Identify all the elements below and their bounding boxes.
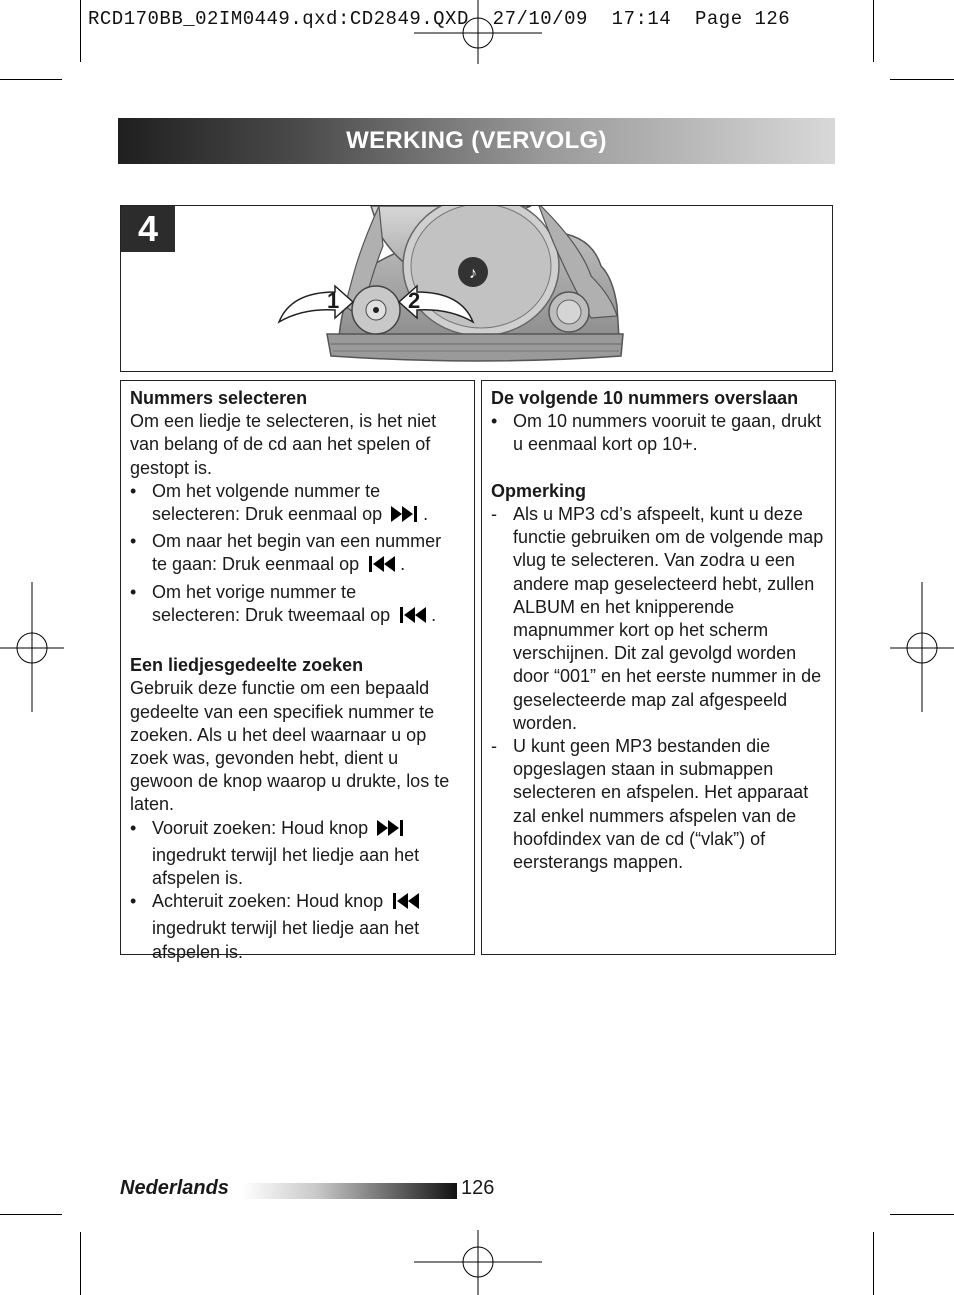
- note-item: [491, 503, 827, 735]
- bullet-mark: •: [130, 581, 137, 602]
- list-text: .: [431, 604, 437, 625]
- note-text: U kunt geen MP3 bestanden die opgeslagen staan in submappen selecteren en afspelen. Het apparaat zal enkel nummers afspelen van de hoofdindex van de cd (“vlak”) of eersterangs mappen.: [513, 736, 809, 873]
- dash-mark: -: [491, 736, 497, 757]
- list-text: ingedrukt terwijl het liedje aan het afspelen is.: [152, 844, 420, 889]
- footer-gradient-bar: [242, 1183, 457, 1199]
- skip-back-icon: [398, 605, 428, 631]
- page-number: 126: [461, 1177, 495, 1199]
- intro-paragraph: Om een liedje te selecteren, is het niet van belang of de cd aan het spelen of gestopt is.: [130, 411, 437, 478]
- list-text: te gaan: Druk eenmaal op: [152, 554, 360, 575]
- left-column: [120, 380, 475, 962]
- list-text: ingedrukt terwijl het liedje aan het afspelen is.: [152, 918, 420, 962]
- callout-1: 1: [327, 288, 340, 313]
- list-text: Om naar het begin van een nummer: [152, 531, 442, 552]
- bullet-mark: •: [491, 411, 498, 432]
- step-number: 4: [121, 206, 175, 252]
- figure-panel: [120, 205, 833, 372]
- svg-text:♪: ♪: [469, 265, 477, 282]
- bullet-mark: •: [130, 817, 137, 838]
- list-text: selecteren: Druk eenmaal op: [152, 504, 383, 525]
- note-item: [491, 735, 827, 874]
- print-slug: RCD170BB_02IM0449.qxd:CD2849.QXD 27/10/09 17:14 Page 126: [88, 8, 791, 30]
- list-item: [130, 530, 466, 580]
- callout-2: 2: [408, 288, 421, 313]
- dash-mark: -: [491, 504, 497, 524]
- list-text: selecteren: Druk tweemaal op: [152, 604, 391, 625]
- registration-mark-bottom: [414, 1230, 542, 1295]
- registration-mark-left: [0, 582, 64, 712]
- list-text: Om het volgende nummer te: [152, 480, 381, 501]
- bullet-mark: •: [130, 480, 137, 501]
- list-item: [491, 410, 827, 456]
- section-title: WERKING (VERVOLG): [346, 127, 607, 154]
- list-text: .: [400, 554, 406, 575]
- list-text: Vooruit zoeken: Houd knop: [152, 817, 369, 838]
- skip-back-icon: [391, 891, 421, 917]
- footer-language: Nederlands: [120, 1177, 229, 1199]
- list-text: Om het vorige nummer te: [152, 581, 357, 602]
- skip-back-icon: [367, 554, 397, 580]
- list-text: .: [423, 504, 429, 525]
- registration-mark-right: [890, 582, 954, 712]
- section-banner: [118, 118, 835, 164]
- list-text: Achteruit zoeken: Houd knop: [152, 891, 384, 912]
- list-item: [130, 480, 466, 530]
- registration-mark-top: [414, 0, 542, 64]
- note-text: Als u MP3 cd’s afspeelt, kunt u deze functie gebruiken om de volgende map vlug te selecteren. Van zodra u een andere map geselecteerd hebt, zullen ALBUM en het knipperende mapnummer kort op het scherm verschijnen. Dit zal gevolgd worden door “001” en het eerste nummer in de geselecteerde map zal afgespeeld worden.: [513, 504, 824, 733]
- heading-select-tracks: Nummers selecteren: [130, 388, 308, 408]
- bullet-mark: •: [130, 891, 137, 912]
- list-item: [130, 817, 466, 891]
- heading-note: Opmerking: [491, 480, 587, 501]
- bullet-mark: •: [130, 531, 137, 552]
- device-illustration: [121, 206, 833, 372]
- skip-forward-icon: [390, 504, 420, 530]
- skip-forward-icon: [376, 818, 406, 844]
- search-paragraph: Gebruik deze functie om een bepaald gedeelte van een specifiek nummer te zoeken. Als u het deel waarnaar u op zoek was, gevonden hebt, dient u gewoon de knop waarop u drukte, los te laten.: [130, 678, 450, 815]
- right-column: [481, 380, 836, 955]
- list-item: [130, 890, 466, 964]
- list-text: Om 10 nummers vooruit te gaan, drukt u eenmaal kort op 10+.: [513, 411, 822, 455]
- heading-skip-ten: De volgende 10 nummers overslaan: [491, 388, 799, 408]
- list-item: [130, 581, 466, 631]
- heading-search-section: Een liedjesgedeelte zoeken: [130, 655, 364, 676]
